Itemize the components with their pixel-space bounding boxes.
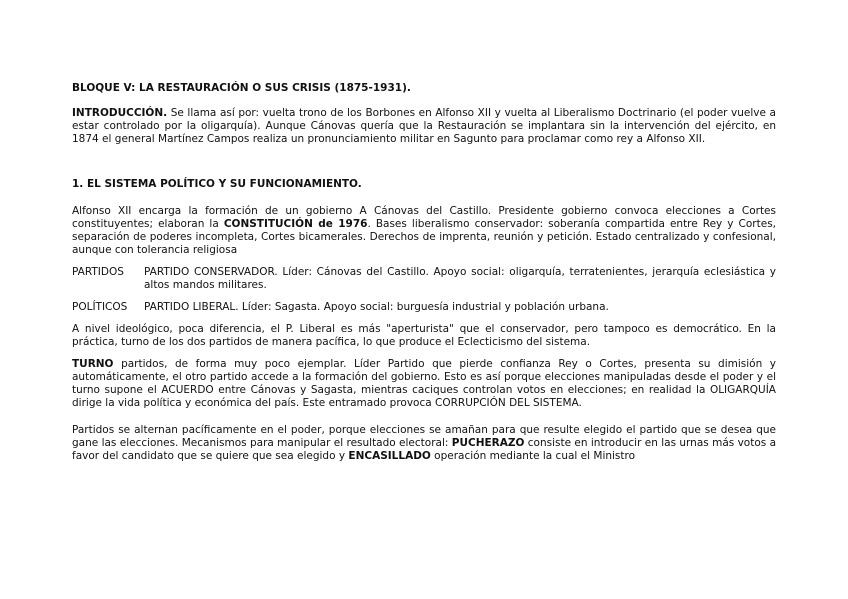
elecciones-text-c: operación mediante la cual el Ministro [430,450,636,462]
pucherazo-bold: PUCHERAZO [451,437,525,449]
intro-label: INTRODUCCIÓN. [72,107,168,119]
turno-text: partidos, de forma muy poco ejemplar. Líder Partido que pierde confianza Rey o Cortes, presenta su dimisión y automáticamente, el otro partido accede a la formación del gobierno. Esto es así porque elecciones manipuladas desde el poder y el turno supone el ACUERDO entre Cánovas y Sagasta, mientras caciques controlan votos en elecciones; en realidad la OLIGARQUÍA dirige la vida política y económica del país. Este entramado provoca CORRUPCIÓN DEL SISTEMA. [72,358,776,409]
turno-paragraph [72,358,776,410]
intro-text: Se llama así por: vuelta trono de los Borbones en Alfonso XII y vuelta al Liberalismo Doctrinario (el poder vuelve a estar controlado por la oligarquía). Aunque Cánovas quería que la Restauración se implantara sin la intervención del ejército, en 1874 el general Martínez Campos realiza un pronunciamiento militar en Sagunto para proclamar como rey a Alfonso XII. [72,107,776,145]
intro-paragraph [72,107,776,146]
elecciones-text-b: consiste en introducir en las urnas más votos a favor del candidato que se quiere que sea elegido y [72,437,777,462]
partidos-text: PARTIDO CONSERVADOR. Líder: Cánovas del Castillo. Apoyo social: oligarquía, terratenientes, jerarquía eclesiástica y altos mandos militares. [144,266,776,291]
section-heading: 1. EL SISTEMA POLÍTICO Y SU FUNCIONAMIENTO. [72,178,362,190]
document-title: BLOQUE V: LA RESTAURACIÓN O SUS CRISIS (1875-1931). [72,82,411,94]
constitution-text-a: Alfonso XII encarga la formación de un gobierno A Cánovas del Castillo. Presidente gobierno convoca elecciones a Cortes constituyentes; elaboran la [72,205,776,230]
constitution-bold: CONSTITUCIÓN de 1976 [223,218,368,230]
partidos-label: PARTIDOS [72,266,124,278]
partidos-row [72,266,776,292]
elecciones-text-a: Partidos se alternan pacíficamente en el poder, porque elecciones se amañan para que resulte elegido el partido que se desea que gane las elecciones. Mecanismos para manipular el resultado electoral: [72,424,776,449]
constitution-text-b: . Bases liberalismo conservador: soberanía compartida entre Rey y Cortes, separación de poderes incompleta, Cortes bicamerales. Derechos de imprenta, reunión y petición. Estado centralizado y confesional, aunque con tolerancia religiosa [72,218,776,256]
document-body [72,82,776,463]
turno-bold: TURNO [72,358,114,370]
politicos-label: POLÍTICOS [72,301,128,313]
encasillado-bold: ENCASILLADO [348,450,431,462]
politicos-row [72,301,776,314]
politicos-text: PARTIDO LIBERAL. Líder: Sagasta. Apoyo social: burguesía industrial y población urbana. [144,301,609,313]
ideologico-paragraph: A nivel ideológico, poca diferencia, el P. Liberal es más "aperturista" que el conservador, pero tampoco es democrático. En la práctica, turno de los dos partidos de manera pacífica, lo que produce el Eclecticismo del sistema. [72,323,776,348]
elecciones-paragraph [72,424,776,463]
constitution-paragraph [72,205,776,257]
